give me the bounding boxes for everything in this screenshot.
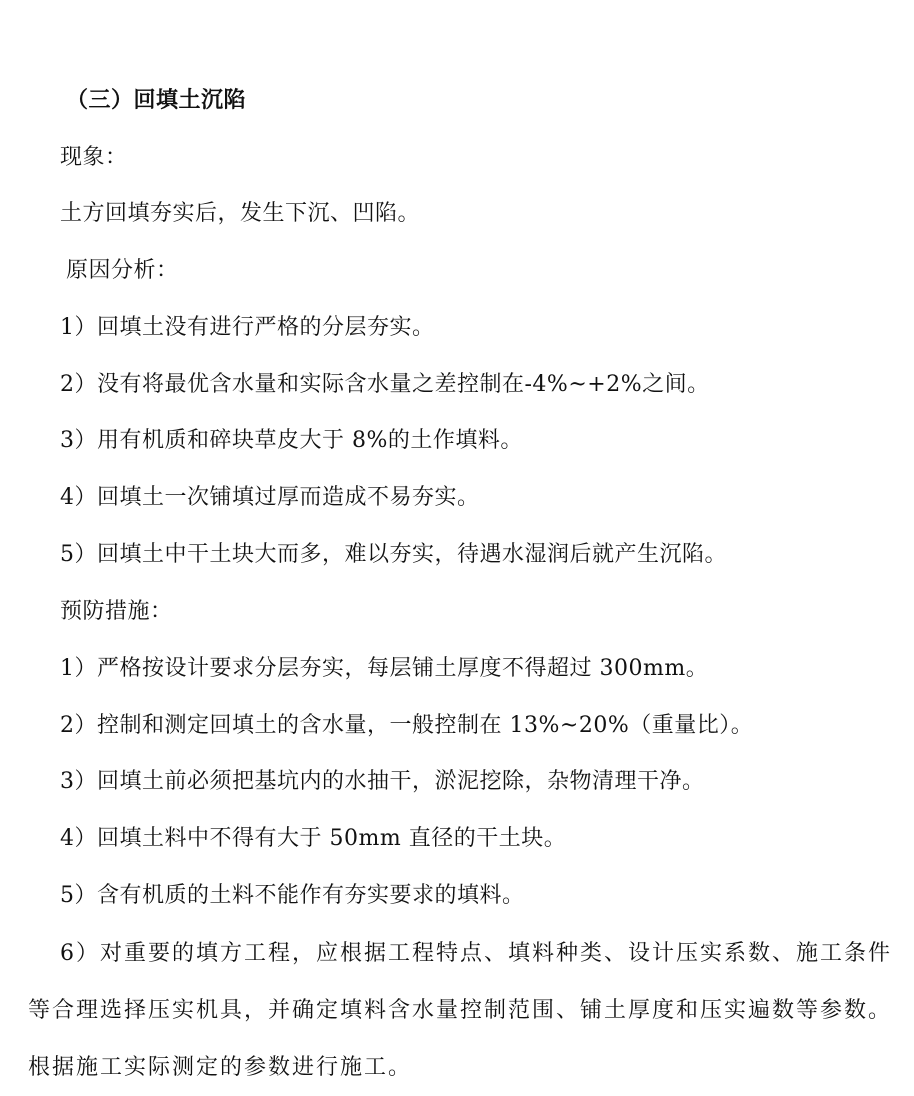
- measure-item-paragraph: 6）对重要的填方工程，应根据工程特点、填料种类、设计压实系数、施工条件等合理选择压实机具，并确定填料含水量控制范围、铺土厚度和压实遍数等参数。根据施工实际测定的参数进行施工。: [28, 941, 893, 1080]
- section-heading: （三）回填土沉陷: [66, 88, 247, 113]
- cause-item: 4）回填土一次铺填过厚而造成不易夯实。: [60, 485, 480, 510]
- phenomenon-label: 现象：: [60, 145, 128, 170]
- prevention-label: 预防措施：: [60, 599, 173, 624]
- cause-label: 原因分析：: [66, 258, 179, 283]
- measure-item: 4）回填土料中不得有大于 50mm 直径的干土块。: [60, 826, 567, 851]
- cause-item: 3）用有机质和碎块草皮大于 8%的土作填料。: [60, 428, 523, 453]
- cause-item: 5）回填土中干土块大而多，难以夯实，待遇水湿润后就产生沉陷。: [60, 542, 727, 567]
- cause-item: 2）没有将最优含水量和实际含水量之差控制在-4%~+2%之间。: [60, 372, 710, 397]
- cause-item: 1）回填土没有进行严格的分层夯实。: [60, 315, 435, 340]
- measure-item: 2）控制和测定回填土的含水量，一般控制在 13%~20%（重量比）。: [60, 713, 754, 738]
- measure-item: 5）含有机质的土料不能作有夯实要求的填料。: [60, 883, 525, 908]
- measure-item: 1）严格按设计要求分层夯实，每层铺土厚度不得超过 300mm。: [60, 656, 709, 681]
- phenomenon-text: 土方回填夯实后，发生下沉、凹陷。: [60, 201, 421, 226]
- measure-item: 3）回填土前必须把基坑内的水抽干，淤泥挖除，杂物清理干净。: [60, 769, 705, 794]
